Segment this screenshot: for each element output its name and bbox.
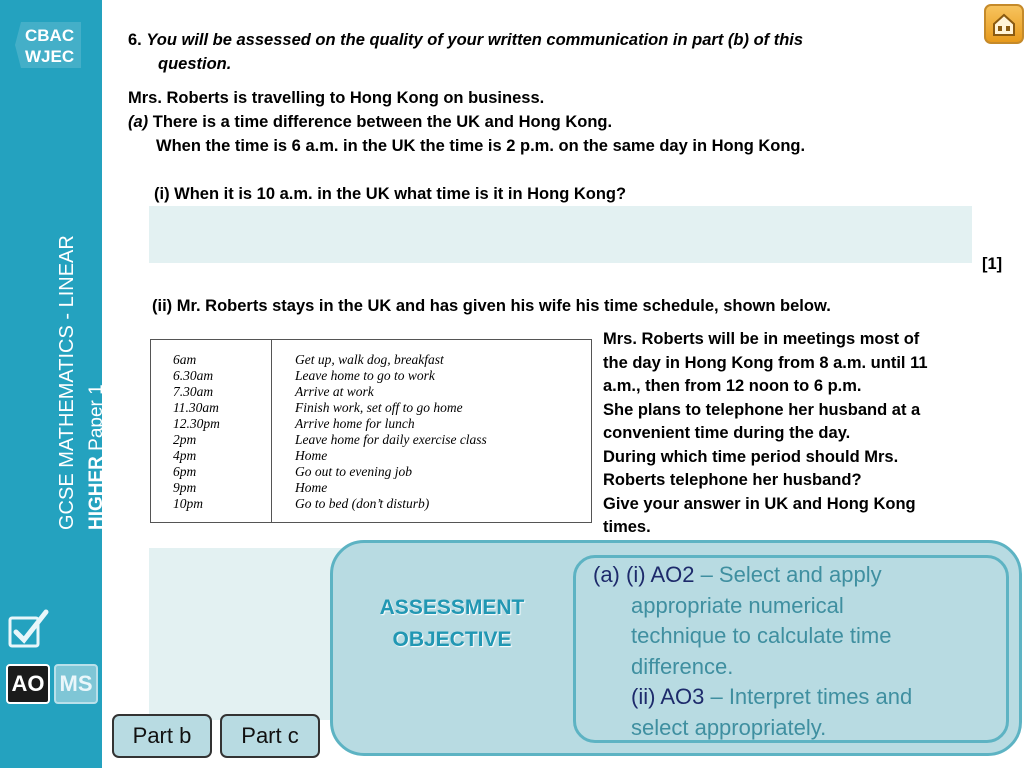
part-c-button[interactable]: Part c	[220, 714, 320, 758]
home-button[interactable]	[984, 4, 1024, 44]
part-a-detail: When the time is 6 a.m. in the UK the time is 2 p.m. on the same day in Hong Kong.	[156, 137, 806, 155]
table-row: 2pm Leave home for daily exercise class	[173, 432, 487, 447]
svg-text:WJEC: WJEC	[25, 47, 75, 66]
table-row: 6pm Go out to evening job	[173, 464, 412, 479]
table-row: 9pm Home	[173, 480, 328, 495]
part-a: (a) There is a time difference between the UK and Hong Kong.	[128, 113, 613, 131]
table-row: 10pm Go to bed (don’t disturb)	[173, 496, 430, 511]
question-intro: Mrs. Roberts is travelling to Hong Kong on business.	[128, 89, 545, 107]
part-i-question: (i) When it is 10 a.m. in the UK what time is it in Hong Kong?	[154, 185, 627, 203]
part-ii-question: (ii) Mr. Roberts stays in the UK and has given his wife his time schedule, shown below.	[152, 297, 831, 315]
table-row: 4pm Home	[173, 448, 328, 463]
assessment-detail-text: (a) (i) AO2 – Select and apply appropriate numerical technique to calculate time difference. (ii) AO3 – Interpret times and select appropriately.	[593, 562, 913, 740]
assessment-objective-title: ASSESSMENT OBJECTIVE	[379, 596, 525, 651]
svg-text:CBAC: CBAC	[25, 26, 75, 45]
answer-box-i[interactable]	[149, 206, 972, 263]
question-instruction: 6. You will be assessed on the quality of your written communication in part (b) of this	[128, 31, 804, 49]
ao-button[interactable]: AO	[6, 664, 50, 704]
cbac-wjec-logo	[15, 20, 83, 70]
part-b-button[interactable]: Part b	[112, 714, 212, 758]
mark-i: [1]	[982, 255, 1003, 273]
table-row: 6am Get up, walk dog, breakfast	[173, 352, 444, 367]
table-row: 6.30am Leave home to go to work	[173, 368, 435, 383]
ms-button[interactable]: MS	[54, 664, 98, 704]
sidebar	[0, 0, 107, 768]
question-instruction-cont: question.	[158, 55, 232, 73]
part-ii-description: Mrs. Roberts will be in meetings most of the day in Hong Kong from 8 a.m. until 11 a.m., then from 12 noon to 6 p.m. She plans to telephone her husband at a convenient time during the day. During which time period should Mrs. Roberts telephone her husband? Give your answer in UK and Hong Kong times.	[603, 330, 928, 536]
table-row: 12.30pm Arrive home for lunch	[173, 416, 415, 431]
title-line1: GCSE MATHEMATICS - LINEAR	[56, 235, 78, 530]
title-line2: HIGHER Paper 1	[86, 384, 107, 530]
checkbox-tick-icon[interactable]	[6, 608, 50, 652]
schedule-table	[150, 339, 592, 523]
home-icon	[986, 6, 1022, 42]
table-row: 11.30am Finish work, set off to go home	[173, 400, 463, 415]
table-row: 7.30am Arrive at work	[173, 384, 374, 399]
